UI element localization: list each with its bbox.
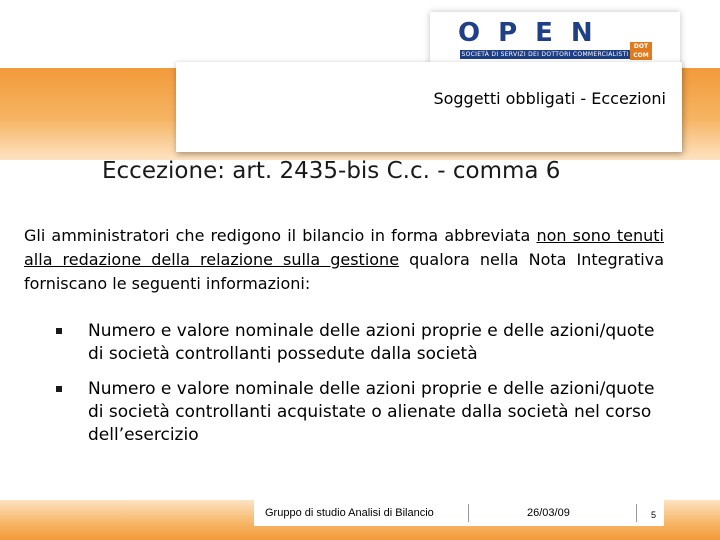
bullet-square-icon	[56, 386, 62, 392]
footer-date: 26/03/09	[527, 507, 570, 519]
intro-text-part1: Gli amministratori che redigono il bilancio in forma abbreviata	[24, 226, 537, 245]
slide-heading: Eccezione: art. 2435-bis C.c. - comma 6	[102, 158, 561, 184]
bullet-list	[56, 320, 656, 459]
logo-word: OPEN	[458, 18, 611, 48]
bullet-text: Numero e valore nominale delle azioni proprie e delle azioni/quote di società controllanti acquistate o alienate dalla società nel corso dell’esercizio	[88, 379, 655, 445]
list-item	[56, 320, 656, 366]
footer-divider	[468, 504, 469, 522]
footer-group: Gruppo di studio Analisi di Bilancio	[265, 507, 434, 519]
logo-subtitle: SOCIETÀ DI SERVIZI DEI DOTTORI COMMERCIALISTI	[461, 51, 629, 58]
bullet-text: Numero e valore nominale delle azioni proprie e delle azioni/quote di società controllanti possedute dalla società	[88, 321, 655, 364]
title-box	[176, 62, 682, 152]
intro-paragraph	[24, 224, 664, 296]
bullet-square-icon	[56, 328, 62, 334]
intro-underlined-text: non sono tenuti alla redazione della relazione sulla gestione	[24, 226, 664, 269]
page-number: 5	[651, 510, 657, 520]
intro-text-part2: qualora nella Nota Integrativa forniscano le seguenti informazioni:	[24, 250, 664, 293]
list-item	[56, 378, 656, 447]
slide-title: Soggetti obbligati - Eccezioni	[433, 89, 666, 108]
logo-badge: DOT COM	[630, 42, 652, 60]
company-logo	[430, 12, 680, 66]
footer-divider	[636, 504, 637, 522]
